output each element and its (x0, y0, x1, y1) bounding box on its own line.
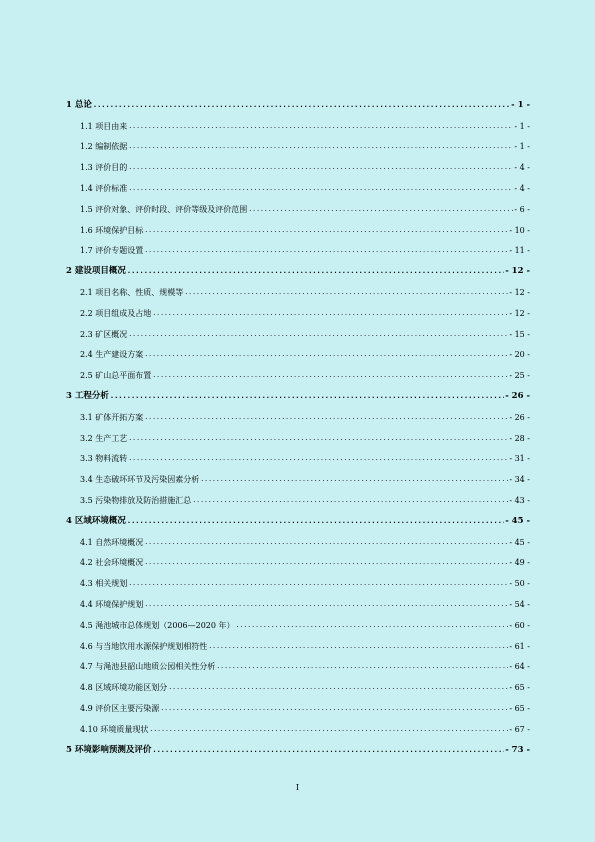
toc-section-entry[interactable] (66, 423, 530, 444)
dot-leader (110, 391, 504, 402)
toc-entry-page: - 28 - (509, 433, 530, 443)
toc-section-entry[interactable] (66, 298, 530, 319)
dot-leader (160, 703, 508, 714)
toc-entry-page: - 4 - (514, 163, 530, 173)
toc-entry-page: - 15 - (509, 329, 530, 339)
toc-entry-title: 4.6 与当地饮用水源保护规划相符性 (80, 641, 208, 651)
toc-entry-title: 1.7 评价专题设置 (80, 246, 144, 256)
dot-leader (128, 183, 513, 194)
dot-leader (152, 370, 508, 381)
toc-entry-title: 4.4 环境保护规划 (80, 599, 144, 609)
dot-leader (128, 162, 513, 173)
toc-section-entry[interactable] (66, 693, 530, 714)
toc-entry-title: 4.5 渑池城市总体规划（2006—2020 年） (80, 620, 235, 630)
dot-leader (152, 308, 508, 319)
toc-section-entry[interactable] (66, 652, 530, 673)
toc-entry-page: - 49 - (509, 558, 530, 568)
toc-entry-title: 1.4 评价标准 (80, 183, 128, 193)
toc-entry-title: 3.4 生态破坏环节及污染因素分析 (80, 475, 200, 485)
table-of-contents (66, 90, 530, 756)
toc-entry-page: - 50 - (509, 579, 530, 589)
page-number: I (295, 783, 300, 792)
toc-entry-page: - 45 - (509, 537, 530, 547)
dot-leader (128, 433, 508, 444)
toc-entry-page: - 12 - (509, 308, 530, 318)
dot-leader (144, 557, 508, 568)
toc-entry-title: 4.7 与渑池县韶山地质公园相关性分析 (80, 662, 216, 672)
toc-section-entry[interactable] (66, 360, 530, 381)
toc-chapter-entry[interactable] (66, 506, 530, 527)
toc-entry-title: 4.2 社会环境概况 (80, 558, 144, 568)
toc-entry-title: 1.5 评价对象、评价时段、评价等级及评价范围 (80, 204, 248, 214)
dot-leader (128, 453, 508, 464)
dot-leader (149, 724, 508, 735)
toc-entry-title: 2.2 项目组成及占地 (80, 308, 152, 318)
toc-entry-title: 2 建设项目概况 (66, 266, 126, 277)
toc-entry-title: 3.1 矿体开拓方案 (80, 412, 144, 422)
toc-entry-page: - 65 - (509, 703, 530, 713)
toc-chapter-entry[interactable] (66, 256, 530, 277)
toc-entry-title: 2.4 生产建设方案 (80, 350, 144, 360)
toc-entry-page: - 4 - (514, 183, 530, 193)
dot-leader (184, 287, 508, 298)
dot-leader (144, 412, 508, 423)
toc-section-entry[interactable] (66, 485, 530, 506)
dot-leader (200, 474, 508, 485)
toc-entry-page: - 1 - (511, 99, 530, 110)
toc-section-entry[interactable] (66, 610, 530, 631)
toc-entry-title: 1.6 环境保护目标 (80, 225, 144, 235)
dot-leader (208, 641, 508, 652)
toc-entry-title: 1.2 编制依据 (80, 142, 128, 152)
toc-section-entry[interactable] (66, 236, 530, 257)
toc-section-entry[interactable] (66, 152, 530, 173)
toc-entry-title: 4.10 环境质量现状 (80, 724, 149, 734)
toc-entry-page: - 10 - (509, 225, 530, 235)
toc-entry-title: 2.3 矿区概况 (80, 329, 128, 339)
toc-entry-page: - 61 - (509, 641, 530, 651)
dot-leader (144, 599, 508, 610)
toc-entry-page: - 65 - (509, 683, 530, 693)
toc-entry-title: 4.8 区域环境功能区划分 (80, 683, 168, 693)
dot-leader (128, 578, 508, 589)
toc-entry-page: - 43 - (509, 495, 530, 505)
toc-section-entry[interactable] (66, 215, 530, 236)
dot-leader (93, 100, 510, 111)
toc-entry-title: 1.1 项目由来 (80, 121, 128, 131)
toc-entry-page: - 1 - (514, 142, 530, 152)
toc-entry-title: 3 工程分析 (66, 390, 109, 401)
toc-section-entry[interactable] (66, 714, 530, 735)
dot-leader (127, 516, 504, 527)
toc-entry-title: 1.3 评价目的 (80, 163, 128, 173)
toc-entry-page: - 26 - (505, 390, 530, 401)
toc-entry-page: - 60 - (509, 620, 530, 630)
dot-leader (127, 266, 504, 277)
dot-leader (128, 141, 513, 152)
toc-chapter-entry[interactable] (66, 735, 530, 756)
toc-entry-title: 1 总论 (66, 99, 92, 110)
toc-entry-title: 2.1 项目名称、性质、规模等 (80, 287, 184, 297)
toc-section-entry[interactable] (66, 277, 530, 298)
toc-entry-title: 2.5 矿山总平面布置 (80, 371, 152, 381)
toc-section-entry[interactable] (66, 340, 530, 361)
toc-section-entry[interactable] (66, 173, 530, 194)
toc-entry-title: 4.9 评价区主要污染源 (80, 703, 160, 713)
toc-entry-title: 3.3 物料流转 (80, 454, 128, 464)
toc-section-entry[interactable] (66, 548, 530, 569)
toc-section-entry[interactable] (66, 132, 530, 153)
toc-entry-page: - 31 - (509, 454, 530, 464)
toc-chapter-entry[interactable] (66, 90, 530, 111)
dot-leader (236, 620, 509, 631)
toc-section-entry[interactable] (66, 444, 530, 465)
toc-entry-page: - 26 - (509, 412, 530, 422)
toc-section-entry[interactable] (66, 589, 530, 610)
dot-leader (128, 329, 508, 340)
dot-leader (248, 204, 513, 215)
toc-section-entry[interactable] (66, 672, 530, 693)
toc-entry-page: - 45 - (505, 515, 530, 526)
toc-chapter-entry[interactable] (66, 381, 530, 402)
toc-entry-page: - 12 - (505, 266, 530, 277)
dot-leader (168, 682, 508, 693)
toc-entry-title: 4 区域环境概况 (66, 515, 126, 526)
toc-entry-title: 3.2 生产工艺 (80, 433, 128, 443)
dot-leader (144, 245, 508, 256)
toc-entry-page: - 34 - (509, 475, 530, 485)
toc-entry-page: - 11 - (509, 246, 530, 256)
toc-entry-title: 4.1 自然环境概况 (80, 537, 144, 547)
toc-section-entry[interactable] (66, 194, 530, 215)
toc-section-entry[interactable] (66, 631, 530, 652)
toc-entry-title: 4.3 相关规划 (80, 579, 128, 589)
dot-leader (152, 745, 504, 756)
toc-entry-title: 5 环境影响预测及评价 (66, 744, 152, 755)
dot-leader (144, 537, 508, 548)
toc-entry-page: - 54 - (509, 599, 530, 609)
dot-leader (144, 349, 508, 360)
toc-entry-page: - 1 - (514, 121, 530, 131)
toc-entry-page: - 73 - (505, 744, 530, 755)
toc-section-entry[interactable] (66, 527, 530, 548)
dot-leader (128, 121, 513, 132)
toc-entry-page: - 12 - (509, 287, 530, 297)
toc-section-entry[interactable] (66, 568, 530, 589)
dot-leader (192, 495, 508, 506)
toc-entry-title: 3.5 污染物排放及防治措施汇总 (80, 495, 192, 505)
toc-section-entry[interactable] (66, 111, 530, 132)
toc-section-entry[interactable] (66, 319, 530, 340)
toc-entry-page: - 67 - (509, 724, 530, 734)
dot-leader (216, 661, 508, 672)
toc-entry-page: - 64 - (509, 662, 530, 672)
toc-entry-page: - 20 - (509, 350, 530, 360)
toc-section-entry[interactable] (66, 464, 530, 485)
toc-entry-page: - 6 - (514, 204, 530, 214)
toc-entry-page: - 25 - (509, 371, 530, 381)
toc-section-entry[interactable] (66, 402, 530, 423)
dot-leader (144, 225, 508, 236)
